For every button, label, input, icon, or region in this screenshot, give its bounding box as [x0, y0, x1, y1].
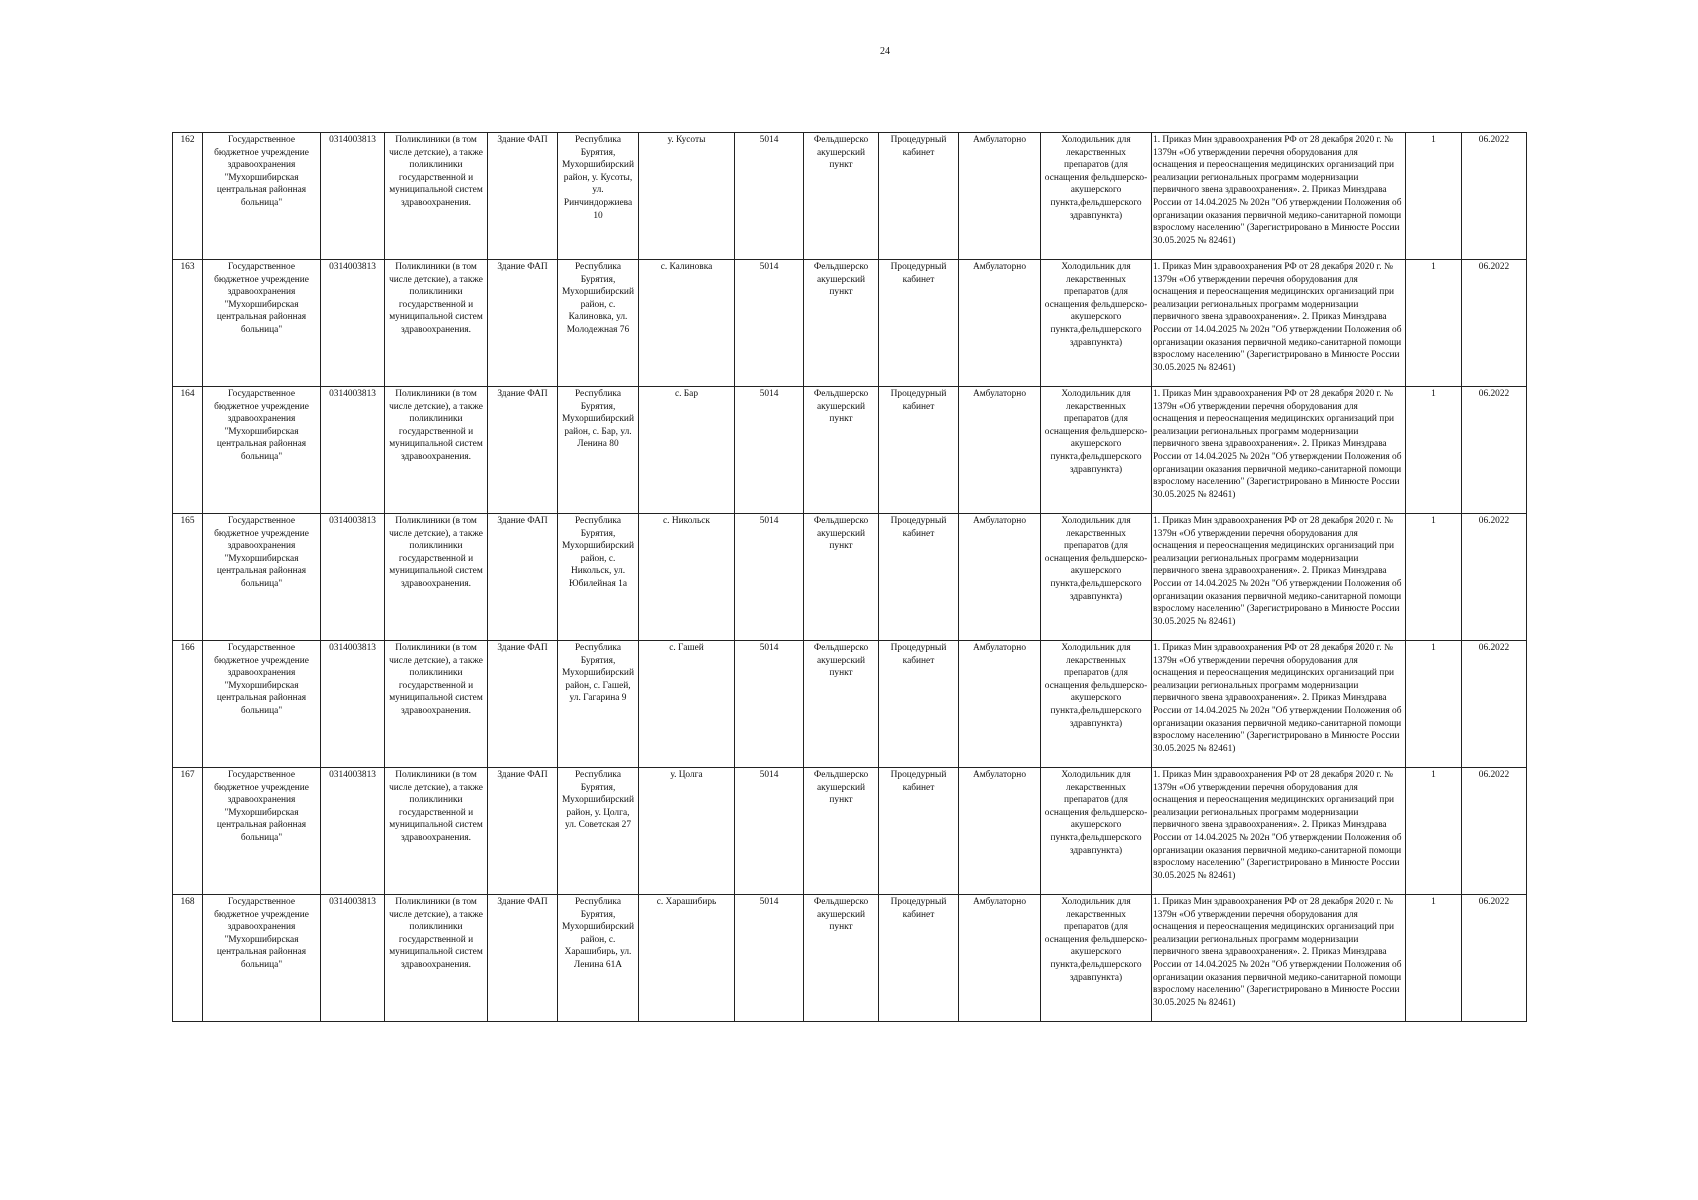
code-cell: 5014 — [735, 641, 804, 768]
locality-cell: с. Харашибирь — [639, 895, 735, 1022]
row-number-cell: 167 — [173, 768, 203, 895]
organization-cell: Государственное бюджетное учреждение здравоохранения "Мухоршибирская центральная районная больница" — [203, 768, 321, 895]
facility-type-cell: Поликлиники (в том числе детские), а также поликлиники государственной и муниципальной систем здравоохранения. — [385, 641, 488, 768]
legal-basis-cell: 1. Приказ Мин здравоохранения РФ от 28 декабря 2020 г. № 1379н «Об утверждении перечня оборудования для оснащения и переоснащения медицинских организаций при реализации региональных программ модернизации первичного звена здравоохранения». 2. Приказ Минздрава России от 14.04.2025 № 202н "Об утверждении Положения об организации оказания первичной медико-санитарной помощи взрослому населению" (Зарегистрировано в Минюсте России 30.05.2025 № 82461) — [1152, 641, 1406, 768]
table-body — [173, 133, 1527, 1022]
room-cell: Процедурный кабинет — [879, 768, 959, 895]
table-row — [173, 895, 1527, 1022]
address-cell: Республика Бурятия, Мухоршибирский район, с. Харашибирь, ул. Ленина 61А — [558, 895, 639, 1022]
facility-type-cell: Поликлиники (в том числе детские), а также поликлиники государственной и муниципальной систем здравоохранения. — [385, 514, 488, 641]
quantity-cell: 1 — [1406, 895, 1462, 1022]
inn-cell: 0314003813 — [321, 768, 385, 895]
address-cell: Республика Бурятия, Мухоршибирский район, с. Бар, ул. Ленина 80 — [558, 387, 639, 514]
locality-cell: у. Цолга — [639, 768, 735, 895]
equipment-cell: Холодильник для лекарственных препаратов (для оснащения фельдшерско-акушерского пункта,фельдшерского здравпункта) — [1041, 387, 1152, 514]
equipment-cell: Холодильник для лекарственных препаратов (для оснащения фельдшерско-акушерского пункта,фельдшерского здравпункта) — [1041, 895, 1152, 1022]
organization-cell: Государственное бюджетное учреждение здравоохранения "Мухоршибирская центральная районная больница" — [203, 260, 321, 387]
row-number-cell: 166 — [173, 641, 203, 768]
equipment-cell: Холодильник для лекарственных препаратов (для оснащения фельдшерско-акушерского пункта,фельдшерского здравпункта) — [1041, 768, 1152, 895]
organization-cell: Государственное бюджетное учреждение здравоохранения "Мухоршибирская центральная районная больница" — [203, 387, 321, 514]
code-cell: 5014 — [735, 895, 804, 1022]
building-cell: Здание ФАП — [488, 895, 558, 1022]
facility-type-cell: Поликлиники (в том числе детские), а также поликлиники государственной и муниципальной систем здравоохранения. — [385, 387, 488, 514]
locality-cell: с. Калиновка — [639, 260, 735, 387]
room-cell: Процедурный кабинет — [879, 133, 959, 260]
unit-cell: Фельдшерско акушерский пункт — [804, 768, 879, 895]
address-cell: Республика Бурятия, Мухоршибирский район, с. Никольск, ул. Юбилейная 1а — [558, 514, 639, 641]
locality-cell: с. Никольск — [639, 514, 735, 641]
date-cell: 06.2022 — [1462, 133, 1527, 260]
unit-cell: Фельдшерско акушерский пункт — [804, 895, 879, 1022]
care-mode-cell: Амбулаторно — [959, 133, 1041, 260]
address-cell: Республика Бурятия, Мухоршибирский район, у. Кусоты, ул. Ринчиндоржиева 10 — [558, 133, 639, 260]
row-number-cell: 164 — [173, 387, 203, 514]
code-cell: 5014 — [735, 133, 804, 260]
care-mode-cell: Амбулаторно — [959, 387, 1041, 514]
code-cell: 5014 — [735, 260, 804, 387]
quantity-cell: 1 — [1406, 514, 1462, 641]
unit-cell: Фельдшерско акушерский пункт — [804, 133, 879, 260]
legal-basis-cell: 1. Приказ Мин здравоохранения РФ от 28 декабря 2020 г. № 1379н «Об утверждении перечня оборудования для оснащения и переоснащения медицинских организаций при реализации региональных программ модернизации первичного звена здравоохранения». 2. Приказ Минздрава России от 14.04.2025 № 202н "Об утверждении Положения об организации оказания первичной медико-санитарной помощи взрослому населению" (Зарегистрировано в Минюсте России 30.05.2025 № 82461) — [1152, 514, 1406, 641]
organization-cell: Государственное бюджетное учреждение здравоохранения "Мухоршибирская центральная районная больница" — [203, 514, 321, 641]
address-cell: Республика Бурятия, Мухоршибирский район, с. Калиновка, ул. Молодежная 76 — [558, 260, 639, 387]
building-cell: Здание ФАП — [488, 260, 558, 387]
table-row — [173, 641, 1527, 768]
locality-cell: с. Гашей — [639, 641, 735, 768]
address-cell: Республика Бурятия, Мухоршибирский район, у. Цолга, ул. Советская 27 — [558, 768, 639, 895]
legal-basis-cell: 1. Приказ Мин здравоохранения РФ от 28 декабря 2020 г. № 1379н «Об утверждении перечня оборудования для оснащения и переоснащения медицинских организаций при реализации региональных программ модернизации первичного звена здравоохранения». 2. Приказ Минздрава России от 14.04.2025 № 202н "Об утверждении Положения об организации оказания первичной медико-санитарной помощи взрослому населению" (Зарегистрировано в Минюсте России 30.05.2025 № 82461) — [1152, 387, 1406, 514]
building-cell: Здание ФАП — [488, 514, 558, 641]
quantity-cell: 1 — [1406, 260, 1462, 387]
legal-basis-cell: 1. Приказ Мин здравоохранения РФ от 28 декабря 2020 г. № 1379н «Об утверждении перечня оборудования для оснащения и переоснащения медицинских организаций при реализации региональных программ модернизации первичного звена здравоохранения». 2. Приказ Минздрава России от 14.04.2025 № 202н "Об утверждении Положения об организации оказания первичной медико-санитарной помощи взрослому населению" (Зарегистрировано в Минюсте России 30.05.2025 № 82461) — [1152, 133, 1406, 260]
inn-cell: 0314003813 — [321, 387, 385, 514]
quantity-cell: 1 — [1406, 768, 1462, 895]
care-mode-cell: Амбулаторно — [959, 514, 1041, 641]
equipment-cell: Холодильник для лекарственных препаратов (для оснащения фельдшерско-акушерского пункта,фельдшерского здравпункта) — [1041, 260, 1152, 387]
row-number-cell: 162 — [173, 133, 203, 260]
legal-basis-cell: 1. Приказ Мин здравоохранения РФ от 28 декабря 2020 г. № 1379н «Об утверждении перечня оборудования для оснащения и переоснащения медицинских организаций при реализации региональных программ модернизации первичного звена здравоохранения». 2. Приказ Минздрава России от 14.04.2025 № 202н "Об утверждении Положения об организации оказания первичной медико-санитарной помощи взрослому населению" (Зарегистрировано в Минюсте России 30.05.2025 № 82461) — [1152, 260, 1406, 387]
building-cell: Здание ФАП — [488, 641, 558, 768]
unit-cell: Фельдшерско акушерский пункт — [804, 641, 879, 768]
inn-cell: 0314003813 — [321, 641, 385, 768]
quantity-cell: 1 — [1406, 641, 1462, 768]
unit-cell: Фельдшерско акушерский пункт — [804, 514, 879, 641]
row-number-cell: 165 — [173, 514, 203, 641]
inn-cell: 0314003813 — [321, 260, 385, 387]
building-cell: Здание ФАП — [488, 387, 558, 514]
address-cell: Республика Бурятия, Мухоршибирский район, с. Гашей, ул. Гагарина 9 — [558, 641, 639, 768]
care-mode-cell: Амбулаторно — [959, 260, 1041, 387]
inn-cell: 0314003813 — [321, 514, 385, 641]
care-mode-cell: Амбулаторно — [959, 895, 1041, 1022]
date-cell: 06.2022 — [1462, 895, 1527, 1022]
unit-cell: Фельдшерско акушерский пункт — [804, 260, 879, 387]
care-mode-cell: Амбулаторно — [959, 641, 1041, 768]
equipment-register-table — [172, 132, 1527, 1022]
room-cell: Процедурный кабинет — [879, 260, 959, 387]
date-cell: 06.2022 — [1462, 768, 1527, 895]
room-cell: Процедурный кабинет — [879, 641, 959, 768]
facility-type-cell: Поликлиники (в том числе детские), а также поликлиники государственной и муниципальной систем здравоохранения. — [385, 895, 488, 1022]
page-number: 24 — [880, 46, 890, 57]
inn-cell: 0314003813 — [321, 133, 385, 260]
table-row — [173, 260, 1527, 387]
code-cell: 5014 — [735, 387, 804, 514]
table-row — [173, 514, 1527, 641]
inn-cell: 0314003813 — [321, 895, 385, 1022]
facility-type-cell: Поликлиники (в том числе детские), а также поликлиники государственной и муниципальной систем здравоохранения. — [385, 768, 488, 895]
locality-cell: у. Кусоты — [639, 133, 735, 260]
organization-cell: Государственное бюджетное учреждение здравоохранения "Мухоршибирская центральная районная больница" — [203, 641, 321, 768]
equipment-cell: Холодильник для лекарственных препаратов (для оснащения фельдшерско-акушерского пункта,фельдшерского здравпункта) — [1041, 641, 1152, 768]
date-cell: 06.2022 — [1462, 641, 1527, 768]
table-row — [173, 133, 1527, 260]
room-cell: Процедурный кабинет — [879, 514, 959, 641]
room-cell: Процедурный кабинет — [879, 387, 959, 514]
legal-basis-cell: 1. Приказ Мин здравоохранения РФ от 28 декабря 2020 г. № 1379н «Об утверждении перечня оборудования для оснащения и переоснащения медицинских организаций при реализации региональных программ модернизации первичного звена здравоохранения». 2. Приказ Минздрава России от 14.04.2025 № 202н "Об утверждении Положения об организации оказания первичной медико-санитарной помощи взрослому населению" (Зарегистрировано в Минюсте России 30.05.2025 № 82461) — [1152, 768, 1406, 895]
row-number-cell: 168 — [173, 895, 203, 1022]
table-row — [173, 768, 1527, 895]
building-cell: Здание ФАП — [488, 133, 558, 260]
code-cell: 5014 — [735, 768, 804, 895]
equipment-cell: Холодильник для лекарственных препаратов (для оснащения фельдшерско-акушерского пункта,фельдшерского здравпункта) — [1041, 133, 1152, 260]
legal-basis-cell: 1. Приказ Мин здравоохранения РФ от 28 декабря 2020 г. № 1379н «Об утверждении перечня оборудования для оснащения и переоснащения медицинских организаций при реализации региональных программ модернизации первичного звена здравоохранения». 2. Приказ Минздрава России от 14.04.2025 № 202н "Об утверждении Положения об организации оказания первичной медико-санитарной помощи взрослому населению" (Зарегистрировано в Минюсте России 30.05.2025 № 82461) — [1152, 895, 1406, 1022]
date-cell: 06.2022 — [1462, 514, 1527, 641]
table-row — [173, 387, 1527, 514]
room-cell: Процедурный кабинет — [879, 895, 959, 1022]
unit-cell: Фельдшерско акушерский пункт — [804, 387, 879, 514]
care-mode-cell: Амбулаторно — [959, 768, 1041, 895]
organization-cell: Государственное бюджетное учреждение здравоохранения "Мухоршибирская центральная районная больница" — [203, 895, 321, 1022]
locality-cell: с. Бар — [639, 387, 735, 514]
quantity-cell: 1 — [1406, 133, 1462, 260]
code-cell: 5014 — [735, 514, 804, 641]
date-cell: 06.2022 — [1462, 387, 1527, 514]
equipment-cell: Холодильник для лекарственных препаратов (для оснащения фельдшерско-акушерского пункта,фельдшерского здравпункта) — [1041, 514, 1152, 641]
date-cell: 06.2022 — [1462, 260, 1527, 387]
row-number-cell: 163 — [173, 260, 203, 387]
facility-type-cell: Поликлиники (в том числе детские), а также поликлиники государственной и муниципальной систем здравоохранения. — [385, 133, 488, 260]
building-cell: Здание ФАП — [488, 768, 558, 895]
quantity-cell: 1 — [1406, 387, 1462, 514]
organization-cell: Государственное бюджетное учреждение здравоохранения "Мухоршибирская центральная районная больница" — [203, 133, 321, 260]
facility-type-cell: Поликлиники (в том числе детские), а также поликлиники государственной и муниципальной систем здравоохранения. — [385, 260, 488, 387]
